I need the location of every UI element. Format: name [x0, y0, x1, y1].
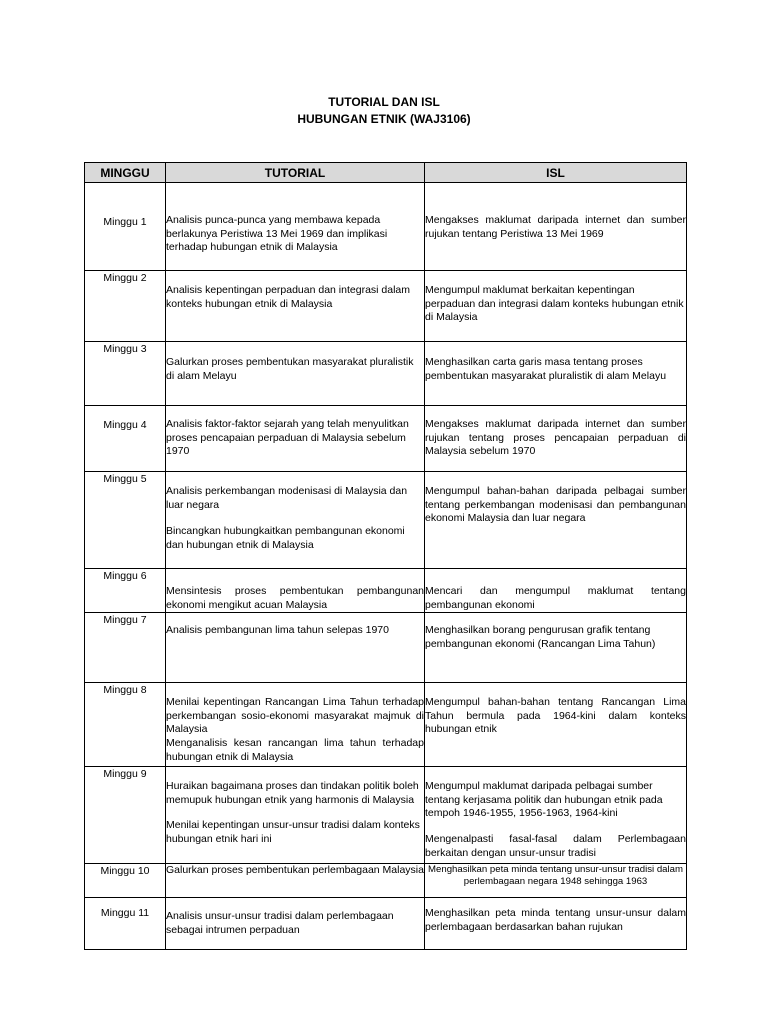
isl-text: Menghasilkan borang pengurusan grafik tentang pembangunan ekonomi (Rancangan Lima Tahun) — [425, 624, 656, 650]
isl-text: Mengakses maklumat daripada internet dan sumber rujukan tentang proses pencapaian perpaduan di Malaysia sebelum 1970 — [425, 418, 686, 458]
isl-text: Mengumpul bahan-bahan daripada pelbagai sumber tentang perkembangan modenisasi dan pembangunan ekonomi Malaysia dan luar negara — [425, 485, 686, 525]
tutorial-text: Analisis kepentingan perpaduan dan integrasi dalam konteks hubungan etnik di Malaysia — [166, 284, 411, 310]
week-label: Minggu 2 — [103, 272, 147, 284]
tutorial-cell — [166, 898, 425, 950]
week-label: Minggu 3 — [103, 343, 147, 355]
isl-text: Mengumpul bahan-bahan tentang Rancangan Lima Tahun bermula pada 1964-kini dalam konteks hubungan etnik — [425, 696, 686, 736]
week-cell — [85, 613, 166, 683]
week-label: Minggu 1 — [103, 216, 147, 228]
tutorial-cell — [166, 767, 425, 864]
tutorial-text: Analisis pembangunan lima tahun selepas 1970 — [166, 624, 389, 637]
tutorial-cell — [166, 271, 425, 342]
tutorial-cell — [166, 342, 425, 406]
tutorial-text: Menilai kepentingan Rancangan Lima Tahun terhadap perkembangan sosio-ekonomi masyarakat majmuk di Malaysia — [166, 696, 424, 736]
isl-text: Mengumpul maklumat berkaitan kepentingan perpaduan dan integrasi dalam konteks hubungan etnik di Malaysia — [425, 284, 684, 324]
isl-text: Menghasilkan carta garis masa tentang proses pembentukan masyarakat pluralistik di alam Melayu — [425, 356, 667, 382]
week-label: Minggu 4 — [103, 419, 147, 431]
isl-cell — [425, 864, 687, 898]
week-label: Minggu 8 — [103, 684, 147, 697]
tutorial-text: Galurkan proses pembentukan masyarakat pluralistik di alam Melayu — [166, 356, 414, 382]
week-label: Minggu 10 — [100, 865, 150, 878]
tutorial-cell — [166, 864, 425, 898]
tutorial-text: Analisis unsur-unsur tradisi dalam perlembagaan sebagai intrumen perpaduan — [166, 910, 394, 936]
tutorial-text: Analisis faktor-faktor sejarah yang telah menyulitkan proses pencapaian perpaduan di Malaysia sebelum 1970 — [166, 418, 409, 458]
isl-text: Mengakses maklumat daripada internet dan sumber rujukan tentang Peristiwa 13 Mei 1969 — [425, 214, 686, 240]
isl-cell — [425, 472, 687, 569]
table-row — [85, 183, 687, 271]
isl-cell — [425, 569, 687, 613]
week-label: Minggu 7 — [103, 614, 147, 627]
table-row — [85, 271, 687, 342]
tutorial-text-secondary: Bincangkan hubungkaitkan pembangunan ekonomi dan hubungan etnik di Malaysia — [166, 525, 405, 551]
tutorial-cell — [166, 472, 425, 569]
tutorial-cell — [166, 613, 425, 683]
tutorial-text: Mensintesis proses pembentukan pembangunan ekonomi mengikut acuan Malaysia — [166, 585, 424, 611]
column-header-minggu: MINGGU — [85, 163, 166, 183]
column-header-tutorial: TUTORIAL — [166, 163, 425, 183]
isl-cell — [425, 613, 687, 683]
table-row — [85, 406, 687, 472]
week-cell — [85, 569, 166, 613]
table-row — [85, 767, 687, 864]
tutorial-cell — [166, 183, 425, 271]
table-row — [85, 472, 687, 569]
week-cell — [85, 472, 166, 569]
week-label: Minggu 6 — [103, 570, 147, 582]
week-cell — [85, 342, 166, 406]
week-label: Minggu 11 — [100, 907, 150, 920]
tutorial-text-secondary: Menilai kepentingan unsur-unsur tradisi dalam konteks hubungan etnik hari ini — [166, 819, 420, 845]
tutorial-cell — [166, 406, 425, 472]
tutorial-cell — [166, 683, 425, 767]
tutorial-text: Huraikan bagaimana proses dan tindakan politik boleh memupuk hubungan etnik yang harmonis di Malaysia — [166, 780, 419, 806]
isl-cell — [425, 183, 687, 271]
isl-cell — [425, 898, 687, 950]
document-subtitle: HUBUNGAN ETNIK (WAJ3106) — [297, 112, 471, 126]
isl-text: Menghasilkan peta minda tentang unsur-unsur tradisi dalam perlembagaan negara 1948 sehingga 1963 — [428, 864, 683, 887]
isl-text: Mengumpul maklumat daripada pelbagai sumber tentang kerjasama politik dan hubungan etnik pada tempoh 1946-1955, 1956-1963, 1964-kini — [425, 780, 663, 820]
isl-text: Menghasilkan peta minda tentang unsur-unsur dalam perlembagaan berdasarkan bahan rujukan — [425, 907, 686, 933]
week-cell — [85, 271, 166, 342]
table-row — [85, 613, 687, 683]
tutorial-text: Galurkan proses pembentukan perlembagaan Malaysia — [166, 864, 424, 877]
tutorial-text-secondary: Menganalisis kesan rancangan lima tahun terhadap hubungan etnik di Malaysia — [166, 736, 424, 763]
week-label: Minggu 5 — [103, 473, 147, 485]
tutorial-cell — [166, 569, 425, 613]
table-row — [85, 683, 687, 767]
table-row — [85, 864, 687, 898]
isl-cell — [425, 406, 687, 472]
schedule-table — [84, 162, 687, 950]
isl-cell — [425, 767, 687, 864]
table-row — [85, 342, 687, 406]
isl-cell — [425, 683, 687, 767]
week-cell — [85, 183, 166, 271]
isl-text-secondary: Mengenalpasti fasal-fasal dalam Perlembagaan berkaitan dengan unsur-unsur tradisi — [425, 832, 686, 859]
week-cell — [85, 683, 166, 767]
isl-cell — [425, 271, 687, 342]
document-title: TUTORIAL DAN ISL — [328, 95, 440, 109]
week-cell — [85, 406, 166, 472]
isl-text: Mencari dan mengumpul maklumat tentang pembangunan ekonomi — [425, 585, 686, 611]
column-header-isl: ISL — [425, 163, 687, 183]
tutorial-text: Analisis perkembangan modenisasi di Malaysia dan luar negara — [166, 485, 408, 511]
isl-cell — [425, 342, 687, 406]
week-label: Minggu 9 — [103, 768, 147, 781]
table-row — [85, 898, 687, 950]
week-cell — [85, 864, 166, 898]
week-cell — [85, 767, 166, 864]
week-cell — [85, 898, 166, 950]
table-header-row — [85, 163, 687, 183]
table-row — [85, 569, 687, 613]
tutorial-text: Analisis punca-punca yang membawa kepada berlakunya Peristiwa 13 Mei 1969 dan implikasi terhadap hubungan etnik di Malaysia — [166, 214, 388, 254]
